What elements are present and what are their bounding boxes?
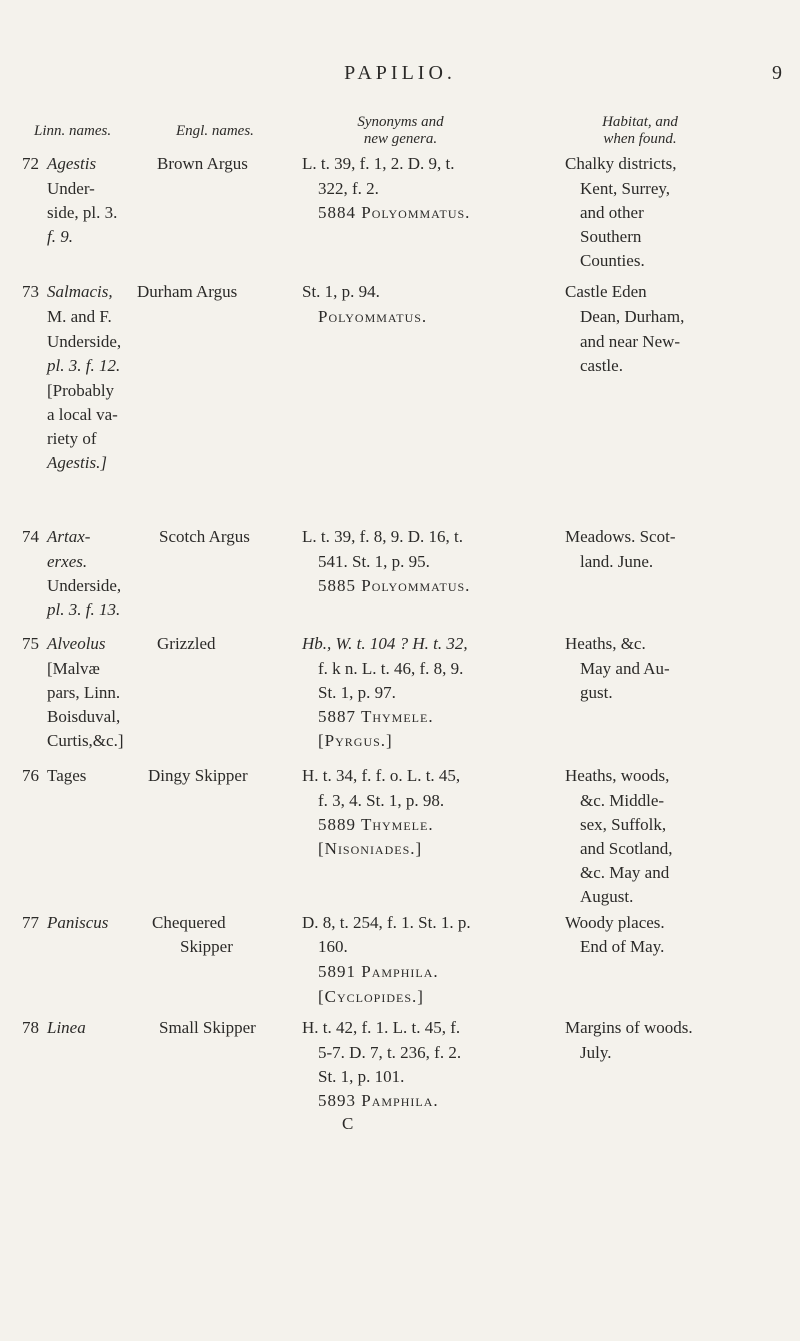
habitat-line: End of May.: [580, 937, 665, 956]
linnaean-name: Alveolus: [47, 634, 106, 653]
entry-number: 75: [22, 634, 39, 653]
linn-note: riety of: [47, 429, 97, 448]
synonym-line: H. t. 34, f. f. o. L. t. 45,: [302, 766, 461, 785]
synonym-line: 541. St. 1, p. 95.: [318, 552, 430, 571]
habitat-line: Castle Eden: [565, 282, 647, 301]
habitat-line: Counties.: [580, 251, 645, 270]
linnaean-name: Salmacis,: [47, 282, 113, 301]
column-heading-engl: Engl. names.: [176, 123, 254, 139]
page-number: 9: [772, 62, 782, 84]
linn-note: pars, Linn.: [47, 683, 121, 702]
synonym-line: St. 1, p. 97.: [318, 683, 396, 702]
habitat-line: and other: [580, 203, 644, 222]
habitat-line: August.: [580, 887, 634, 906]
habitat-line: Heaths, &c.: [565, 634, 646, 653]
linn-note: a local va-: [47, 405, 118, 424]
habitat-line: and near New-: [580, 332, 681, 351]
english-name: Scotch Argus: [159, 527, 250, 546]
column-heading-linn: Linn. names.: [34, 123, 112, 139]
habitat-line: Woody places.: [565, 913, 665, 932]
linn-note: [Probably: [47, 381, 115, 400]
linn-note: f. 9.: [47, 227, 73, 246]
habitat-line: &c. Middle-: [580, 791, 665, 810]
column-heading-synonyms: Synonyms and new genera.: [357, 114, 444, 147]
habitat-line: land. June.: [580, 552, 654, 571]
linn-note: Under-: [47, 179, 95, 198]
habitat-line: castle.: [580, 356, 623, 375]
synonym-line: [Pyrgus.]: [318, 731, 393, 750]
linn-note: erxes.: [47, 552, 88, 571]
synonym-line: St. 1, p. 101.: [318, 1067, 405, 1086]
synonym-line: 5891 Pamphila.: [318, 962, 439, 981]
linn-note: side, pl. 3.: [47, 203, 118, 222]
habitat-line: and Scotland,: [580, 839, 673, 858]
linnaean-name: Tages: [47, 766, 87, 785]
english-name: Brown Argus: [157, 154, 248, 173]
entry-number: 73: [22, 282, 39, 301]
synonym-line: L. t. 39, f. 1, 2. D. 9, t.: [302, 154, 455, 173]
synonym-line: f. 3, 4. St. 1, p. 98.: [318, 791, 445, 810]
linn-note: pl. 3. f. 13.: [47, 600, 121, 619]
synonym-line: 5-7. D. 7, t. 236, f. 2.: [318, 1043, 462, 1062]
synonym-line: 5889 Thymele.: [318, 815, 434, 834]
synonym-line: [Cyclopides.]: [318, 987, 424, 1006]
synonym-line: 5893 Pamphila.: [318, 1091, 439, 1110]
habitat-line: July.: [580, 1043, 612, 1062]
synonym-line: 160.: [318, 937, 348, 956]
synonym-line: 5884 Polyommatus.: [318, 203, 471, 222]
english-name: Grizzled: [157, 634, 216, 653]
english-name: Small Skipper: [159, 1018, 256, 1037]
synonym-line: D. 8, t. 254, f. 1. St. 1. p.: [302, 913, 471, 932]
linn-note: Underside,: [47, 576, 122, 595]
habitat-line: Chalky districts,: [565, 154, 677, 173]
linn-note: Underside,: [47, 332, 122, 351]
synonym-line: 5887 Thymele.: [318, 707, 434, 726]
habitat-line: gust.: [580, 683, 613, 702]
linn-note: Agestis.]: [47, 453, 107, 472]
entry-number: 72: [22, 154, 39, 173]
linn-note: Boisduval,: [47, 707, 121, 726]
english-name: Durham Argus: [137, 282, 238, 301]
habitat-line: May and Au-: [580, 659, 670, 678]
entry-number: 78: [22, 1018, 39, 1037]
english-name: Dingy Skipper: [148, 766, 248, 785]
synonym-line: Hb., W. t. 104 ? H. t. 32,: [302, 634, 468, 653]
entry-number: 74: [22, 527, 39, 546]
linnaean-name: Agestis: [47, 154, 97, 173]
linnaean-name: Artax-: [47, 527, 91, 546]
habitat-line: Southern: [580, 227, 642, 246]
synonym-line: L. t. 39, f. 8, 9. D. 16, t.: [302, 527, 464, 546]
linnaean-name: Paniscus: [47, 913, 109, 932]
habitat-line: sex, Suffolk,: [580, 815, 667, 834]
signature-mark: C: [342, 1114, 354, 1133]
habitat-line: Dean, Durham,: [580, 307, 685, 326]
habitat-line: Margins of woods.: [565, 1018, 693, 1037]
synonym-line: Polyommatus.: [318, 307, 428, 326]
linn-note: Curtis,&c.]: [47, 731, 124, 750]
synonym-line: 322, f. 2.: [318, 179, 379, 198]
entry-number: 77: [22, 913, 39, 932]
linn-note: pl. 3. f. 12.: [47, 356, 121, 375]
habitat-line: &c. May and: [580, 863, 670, 882]
english-name: Chequered: [152, 913, 226, 932]
entry-number: 76: [22, 766, 39, 785]
linnaean-name: Linea: [47, 1018, 86, 1037]
linn-note: M. and F.: [47, 307, 112, 326]
habitat-line: Heaths, woods,: [565, 766, 670, 785]
synonym-line: H. t. 42, f. 1. L. t. 45, f.: [302, 1018, 461, 1037]
habitat-line: Meadows. Scot-: [565, 527, 676, 546]
habitat-line: Kent, Surrey,: [580, 179, 671, 198]
running-title: PAPILIO.: [344, 62, 456, 84]
synonym-line: [Nisoniades.]: [318, 839, 423, 858]
synonym-line: 5885 Polyommatus.: [318, 576, 471, 595]
synonym-line: f. k n. L. t. 46, f. 8, 9.: [318, 659, 464, 678]
column-heading-habitat: Habitat, and when found.: [602, 114, 678, 147]
synonym-line: St. 1, p. 94.: [302, 282, 380, 301]
linn-note: [Malvæ: [47, 659, 100, 678]
english-name-cont: Skipper: [180, 937, 233, 956]
